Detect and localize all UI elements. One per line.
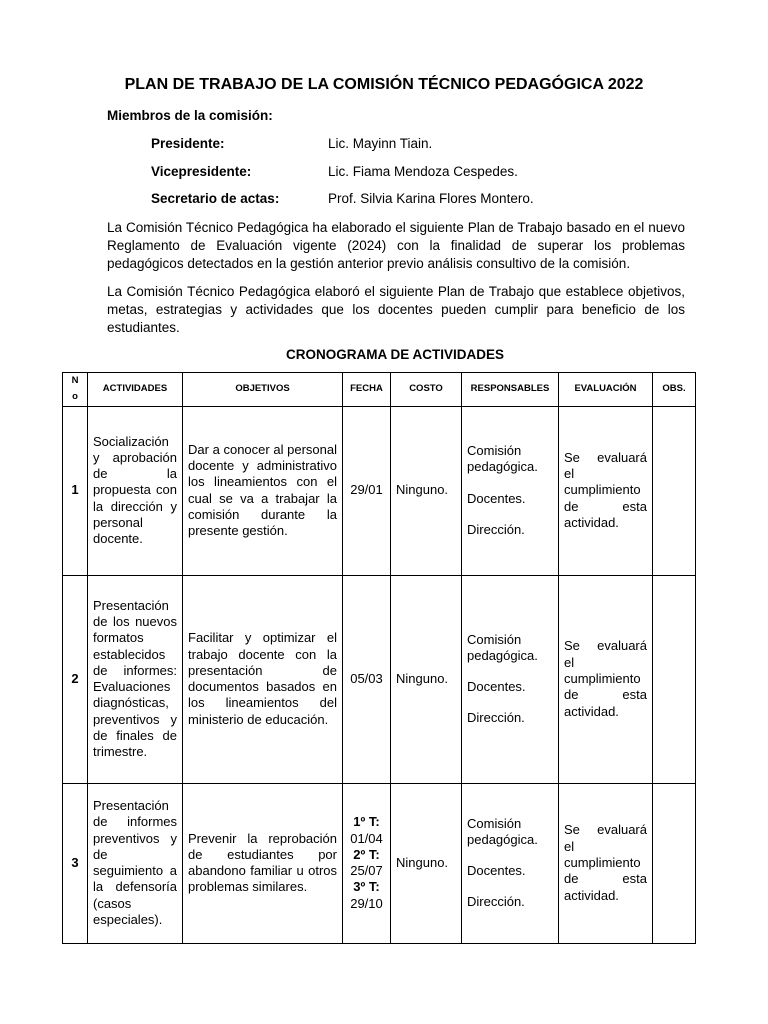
responsible-item: Docentes. — [467, 863, 526, 879]
table-header-row — [63, 373, 696, 407]
schedule-table — [62, 372, 696, 944]
document-title: PLAN DE TRABAJO DE LA COMISIÓN TÉCNICO PEDAGÓGICA 2022 — [124, 76, 644, 93]
activity-cell — [88, 406, 183, 575]
row-number: 3 — [63, 783, 88, 943]
activity-cell — [88, 783, 183, 943]
header-obs: OBS. — [653, 373, 696, 407]
responsible-item: Comisión pedagógica. — [467, 815, 538, 847]
objective-text: Dar a conocer al personal docente y administrativo los lineamientos con el cual se va a trabajar la comisión durante la presente gestión. — [188, 441, 337, 539]
responsibles-cell — [462, 406, 559, 575]
evaluation-cell — [559, 406, 653, 575]
date-cell — [343, 783, 391, 943]
term-date: 25/07 — [350, 863, 383, 879]
responsibles-cell — [462, 783, 559, 943]
header-evaluacion: EVALUACIÓN — [559, 373, 653, 407]
objective-cell — [183, 783, 343, 943]
cost-cell: Ninguno. — [391, 783, 462, 943]
evaluation-text: Se evaluará el cumplimiento de esta actividad. — [564, 449, 647, 531]
table-row — [63, 406, 696, 575]
evaluation-text: Se evaluará el cumplimiento de esta actividad. — [564, 638, 647, 719]
evaluation-cell — [559, 783, 653, 943]
term-date: 29/10 — [350, 895, 383, 911]
term-label: 1º T: — [353, 814, 380, 830]
responsibles-cell — [462, 575, 559, 783]
members-heading-text: Miembros de la comisión — [107, 108, 269, 123]
table-row — [63, 575, 696, 783]
obs-cell — [653, 575, 696, 783]
objective-text: Facilitar y optimizar el trabajo docente con la presentación de documentos basados en los lineamientos del ministerio de educación. — [188, 630, 337, 727]
member-role: Presidente: — [151, 136, 225, 151]
obs-cell — [653, 406, 696, 575]
cost-cell: Ninguno. — [391, 406, 462, 575]
members-heading — [107, 108, 273, 123]
header-actividades: ACTIVIDADES — [88, 373, 183, 407]
evaluation-text: Se evaluará el cumplimiento de esta actividad. — [564, 822, 647, 903]
objective-cell — [183, 406, 343, 575]
header-costo: COSTO — [391, 373, 462, 407]
date-cell: 05/03 — [343, 575, 391, 783]
activity-text: Socialización y aprobación de la propuesta con la dirección y personal docente. — [93, 433, 177, 547]
responsible-item: Dirección. — [467, 894, 525, 910]
term-label: 2º T: — [353, 846, 380, 862]
cost-cell: Ninguno. — [391, 575, 462, 783]
date-cell: 29/01 — [343, 406, 391, 575]
responsible-item: Comisión pedagógica. — [467, 631, 538, 663]
member-name: Lic. Mayinn Tiain. — [328, 136, 433, 151]
members-heading-colon: : — [268, 108, 273, 123]
table-row — [63, 783, 696, 943]
header-responsables: RESPONSABLES — [462, 373, 559, 407]
responsible-item: Dirección. — [467, 521, 525, 537]
activity-text: Presentación de los nuevos formatos establecidos de informes: Evaluaciones diagnósticas, preventivos y de finales de trimestre. — [93, 597, 177, 760]
objective-cell — [183, 575, 343, 783]
row-number: 1 — [63, 406, 88, 575]
header-no-n: N — [71, 375, 79, 386]
objective-text: Prevenir la reprobación de estudiantes por abandono familiar u otros problemas similares. — [188, 830, 337, 895]
responsible-item: Docentes. — [467, 490, 526, 506]
intro-paragraph-2: La Comisión Técnico Pedagógica elaboró el siguiente Plan de Trabajo que establece objetivos, metas, estrategias y actividades que los docentes pueden cumplir para beneficio de los estudiantes. — [107, 284, 685, 335]
responsible-item: Comisión pedagógica. — [467, 443, 538, 475]
responsible-item: Docentes. — [467, 679, 526, 695]
obs-cell — [653, 783, 696, 943]
term-label: 3º T: — [353, 879, 380, 895]
evaluation-cell — [559, 575, 653, 783]
header-no-o: o — [72, 391, 78, 403]
responsible-item: Dirección. — [467, 710, 525, 726]
schedule-title: CRONOGRAMA DE ACTIVIDADES — [285, 347, 504, 362]
row-number: 2 — [63, 575, 88, 783]
member-name: Lic. Fiama Mendoza Cespedes. — [328, 164, 518, 179]
term-date: 01/04 — [350, 830, 383, 846]
intro-paragraph-1: La Comisión Técnico Pedagógica ha elaborado el siguiente Plan de Trabajo basado en el nuevo Reglamento de Evaluación vigente (2024) con la finalidad de superar los problemas pedagógicos detectados en la gestión anterior previo análisis consultivo de la comisión. — [107, 220, 685, 271]
header-objetivos: OBJETIVOS — [183, 373, 343, 407]
header-no — [63, 373, 88, 407]
activity-cell — [88, 575, 183, 783]
activity-text: Presentación de informes preventivos y de seguimiento a la defensoría (casos especiales). — [93, 797, 177, 927]
member-role: Secretario de actas: — [151, 191, 280, 206]
member-role: Vicepresidente: — [151, 164, 252, 179]
header-fecha: FECHA — [343, 373, 391, 407]
member-name: Prof. Silvia Karina Flores Montero. — [328, 191, 534, 206]
